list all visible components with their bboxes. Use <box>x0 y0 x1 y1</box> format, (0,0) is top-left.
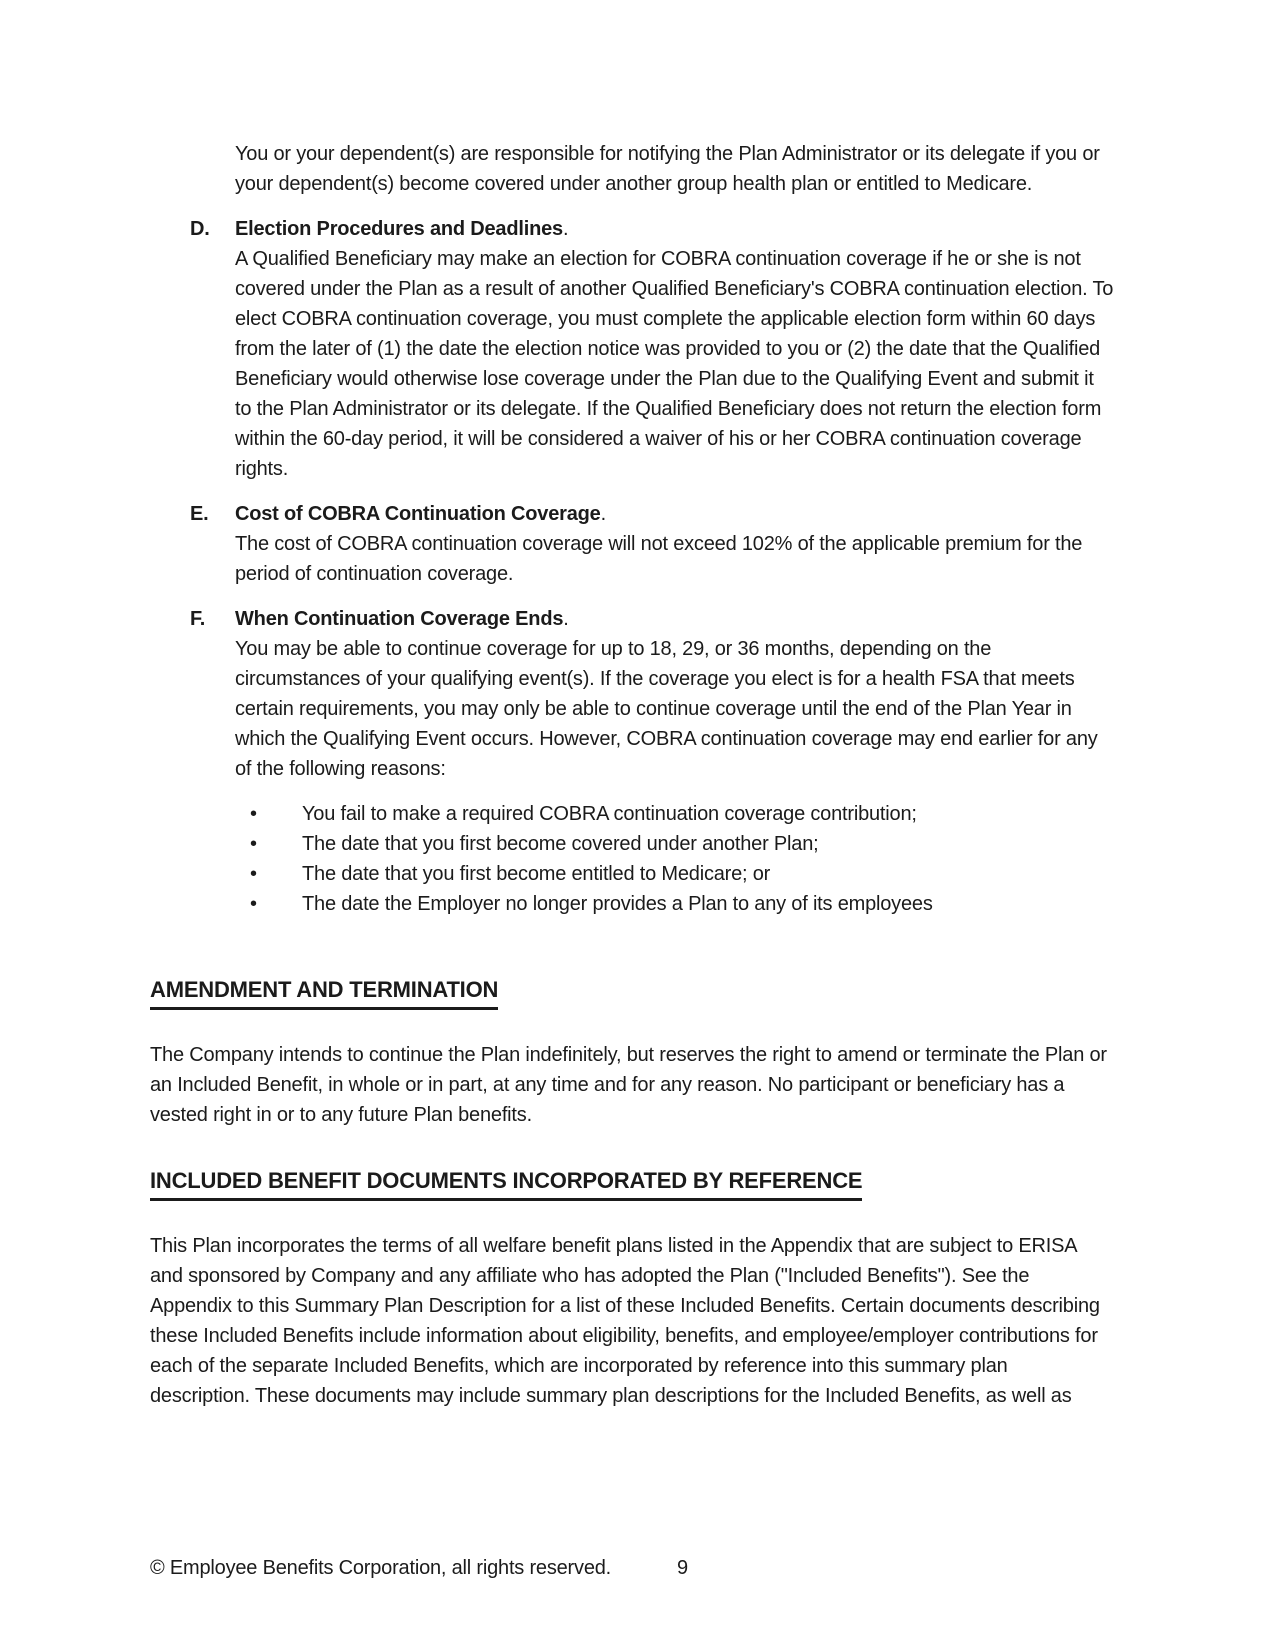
document-content <box>150 139 1115 1411</box>
item-body <box>235 214 1115 484</box>
lettered-item-f <box>150 604 1115 784</box>
bullet-list <box>250 799 1115 919</box>
intro-paragraph: You or your dependent(s) are responsible for notifying the Plan Administrator or its delegate if you or your dependent(s) become covered under another group health plan or entitled to Medicare. <box>235 143 1100 195</box>
bullet-text: The date the Employer no longer provides a Plan to any of its employees <box>302 893 933 915</box>
included-benefits-paragraph: This Plan incorporates the terms of all welfare benefit plans listed in the Appendix that are subject to ERISA and sponsored by Company and any affiliate who has adopted the Plan ("Included Benefits"). See the Appendix to this Summary Plan Description for a list of these Included Benefits. Certain documents describing these Included Benefits include information about eligibility, benefits, and employee/employer contributions for each of the separate Included Benefits, which are incorporated by reference into this summary plan description. These documents may include summary plan descriptions for the Included Benefits, as well as <box>150 1235 1100 1407</box>
item-heading <box>235 499 1115 529</box>
section-heading-included-benefits <box>150 1166 1115 1201</box>
bullet-text: The date that you first become covered under another Plan; <box>302 833 819 855</box>
footer-copyright: © Employee Benefits Corporation, all rights reserved. <box>150 1557 612 1579</box>
bullet-icon: • <box>250 803 257 825</box>
bullet-text: You fail to make a required COBRA continuation coverage contribution; <box>302 803 917 825</box>
bullet-text: The date that you first become entitled to Medicare; or <box>302 863 771 885</box>
item-paragraph: The cost of COBRA continuation coverage will not exceed 102% of the applicable premium for the period of continuation coverage. <box>235 533 1083 585</box>
page-number: 9 <box>677 1557 688 1579</box>
lettered-item-e <box>150 499 1115 589</box>
section-heading-text: AMENDMENT AND TERMINATION <box>150 975 498 1010</box>
item-letter: F. <box>190 608 206 630</box>
item-heading-text: When Continuation Coverage Ends <box>235 608 564 630</box>
bullet-icon: • <box>250 863 257 885</box>
list-item <box>250 889 1115 919</box>
item-body <box>235 604 1115 784</box>
item-heading-period: . <box>563 608 569 630</box>
list-item <box>250 829 1115 859</box>
amendment-paragraph: The Company intends to continue the Plan indefinitely, but reserves the right to amend or terminate the Plan or an Included Benefit, in whole or in part, at any time and for any reason. No participant or beneficiary has a vested right in or to any future Plan benefits. <box>150 1044 1107 1126</box>
item-heading-text: Election Procedures and Deadlines <box>235 218 563 240</box>
item-body <box>235 499 1115 589</box>
item-heading-text: Cost of COBRA Continuation Coverage <box>235 503 601 525</box>
item-paragraph: A Qualified Beneficiary may make an election for COBRA continuation coverage if he or she is not covered under the Plan as a result of another Qualified Beneficiary's COBRA continuation election. To elect COBRA continuation coverage, you must complete the applicable election form within 60 days from the later of (1) the date the election notice was provided to you or (2) the date that the Qualified Beneficiary would otherwise lose coverage under the Plan due to the Qualifying Event and submit it to the Plan Administrator or its delegate. If the Qualified Beneficiary does not return the election form within the 60-day period, it will be considered a waiver of his or her COBRA continuation coverage rights. <box>235 248 1114 480</box>
item-heading <box>235 214 1115 244</box>
section-heading-amendment <box>150 975 1115 1010</box>
item-letter: E. <box>190 503 209 525</box>
item-letter: D. <box>190 218 210 240</box>
item-heading <box>235 604 1115 634</box>
list-item <box>250 799 1115 829</box>
bullet-icon: • <box>250 833 257 855</box>
item-paragraph: You may be able to continue coverage for up to 18, 29, or 36 months, depending on the circumstances of your qualifying event(s). If the coverage you elect is for a health FSA that meets certain requirements, you may only be able to continue coverage until the end of the Plan Year in which the Qualifying Event occurs. However, COBRA continuation coverage may end earlier for any of the following reasons: <box>235 638 1098 780</box>
item-heading-period: . <box>600 503 606 525</box>
bullet-icon: • <box>250 893 257 915</box>
lettered-item-d <box>150 214 1115 484</box>
list-item <box>250 859 1115 889</box>
section-heading-text: INCLUDED BENEFIT DOCUMENTS INCORPORATED BY REFERENCE <box>150 1166 862 1201</box>
page-footer <box>150 1553 688 1583</box>
item-heading-period: . <box>562 218 569 240</box>
